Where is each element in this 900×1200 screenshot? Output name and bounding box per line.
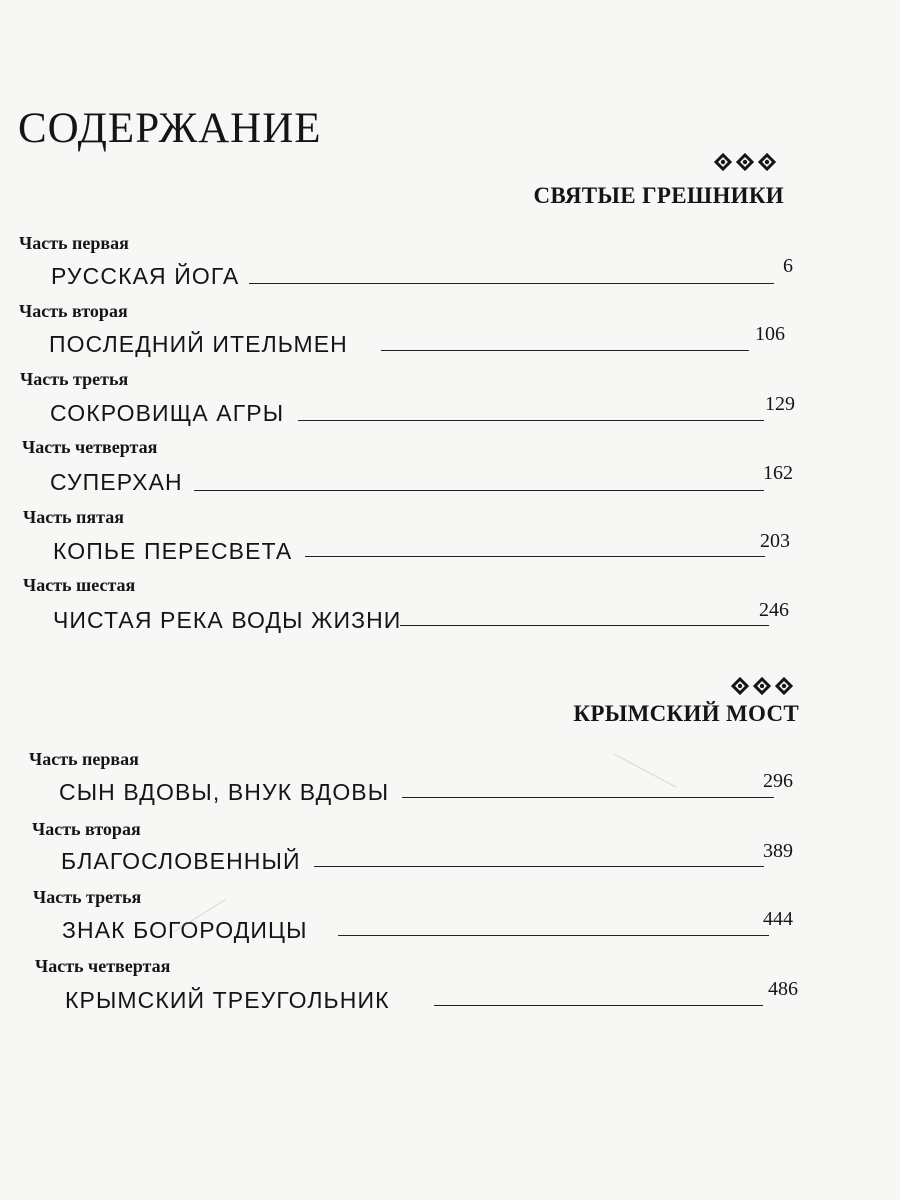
part-label: Часть пятая — [23, 507, 124, 527]
dot-leader — [400, 625, 769, 626]
toc-entry[interactable] — [51, 255, 801, 293]
page-number: 389 — [763, 840, 793, 862]
chapter-title: ЧИСТАЯ РЕКА ВОДЫ ЖИЗНИ — [53, 607, 402, 633]
chapter-title: ЗНАК БОГОРОДИЦЫ — [62, 917, 308, 943]
chapter-title: СОКРОВИЩА АГРЫ — [50, 400, 285, 426]
page-number: 106 — [755, 323, 785, 345]
chapter-title: КОПЬЕ ПЕРЕСВЕТА — [53, 538, 293, 564]
chapter-title: КРЫМСКИЙ ТРЕУГОЛЬНИК — [65, 987, 390, 1013]
page-number: 162 — [763, 462, 793, 484]
chapter-title: СЫН ВДОВЫ, ВНУК ВДОВЫ — [59, 779, 390, 805]
part-label: Часть вторая — [32, 819, 141, 839]
dot-leader — [194, 490, 764, 491]
page-number: 486 — [768, 978, 798, 1000]
toc-entry[interactable] — [61, 840, 811, 878]
page-number: 246 — [759, 599, 789, 621]
part-label: Часть первая — [29, 749, 139, 769]
dot-leader — [314, 866, 764, 867]
part-label: Часть четвертая — [22, 437, 158, 457]
page-number: 444 — [763, 908, 793, 930]
dot-leader — [381, 350, 749, 351]
part-label: Часть шестая — [23, 575, 136, 595]
chapter-title: РУССКАЯ ЙОГА — [51, 263, 240, 289]
page-number: 296 — [763, 770, 793, 792]
page-number: 6 — [783, 255, 793, 277]
toc-entry[interactable] — [53, 530, 803, 568]
part-label: Часть первая — [19, 233, 129, 253]
dot-leader — [298, 420, 764, 421]
three-diamond-ornament-icon — [712, 152, 782, 172]
dot-leader — [249, 283, 774, 284]
page-number: 203 — [760, 530, 790, 552]
book-title: СВЯТЫЕ ГРЕШНИКИ — [533, 183, 784, 208]
toc-entry[interactable] — [49, 323, 799, 361]
chapter-title: ПОСЛЕДНИЙ ИТЕЛЬМЕН — [49, 331, 348, 357]
toc-entry[interactable] — [50, 393, 800, 430]
book-title: КРЫМСКИЙ МОСТ — [573, 701, 799, 726]
three-diamond-ornament-icon — [729, 676, 799, 696]
toc-entry[interactable] — [50, 462, 800, 499]
toc-entry[interactable] — [59, 770, 809, 809]
toc-entry[interactable] — [53, 599, 803, 637]
toc-entry[interactable] — [65, 978, 815, 1017]
chapter-title: СУПЕРХАН — [50, 469, 183, 495]
chapter-title: БЛАГОСЛОВЕННЫЙ — [61, 848, 301, 874]
dot-leader — [434, 1005, 763, 1006]
part-label: Часть третья — [20, 369, 129, 389]
dot-leader — [402, 797, 774, 798]
part-label: Часть вторая — [19, 301, 128, 321]
page-number: 129 — [765, 393, 795, 415]
dot-leader — [338, 935, 769, 936]
part-label: Часть четвертая — [35, 956, 171, 976]
part-label: Часть третья — [33, 887, 142, 907]
page-title: СОДЕРЖАНИЕ — [18, 105, 322, 152]
dot-leader — [305, 556, 765, 557]
